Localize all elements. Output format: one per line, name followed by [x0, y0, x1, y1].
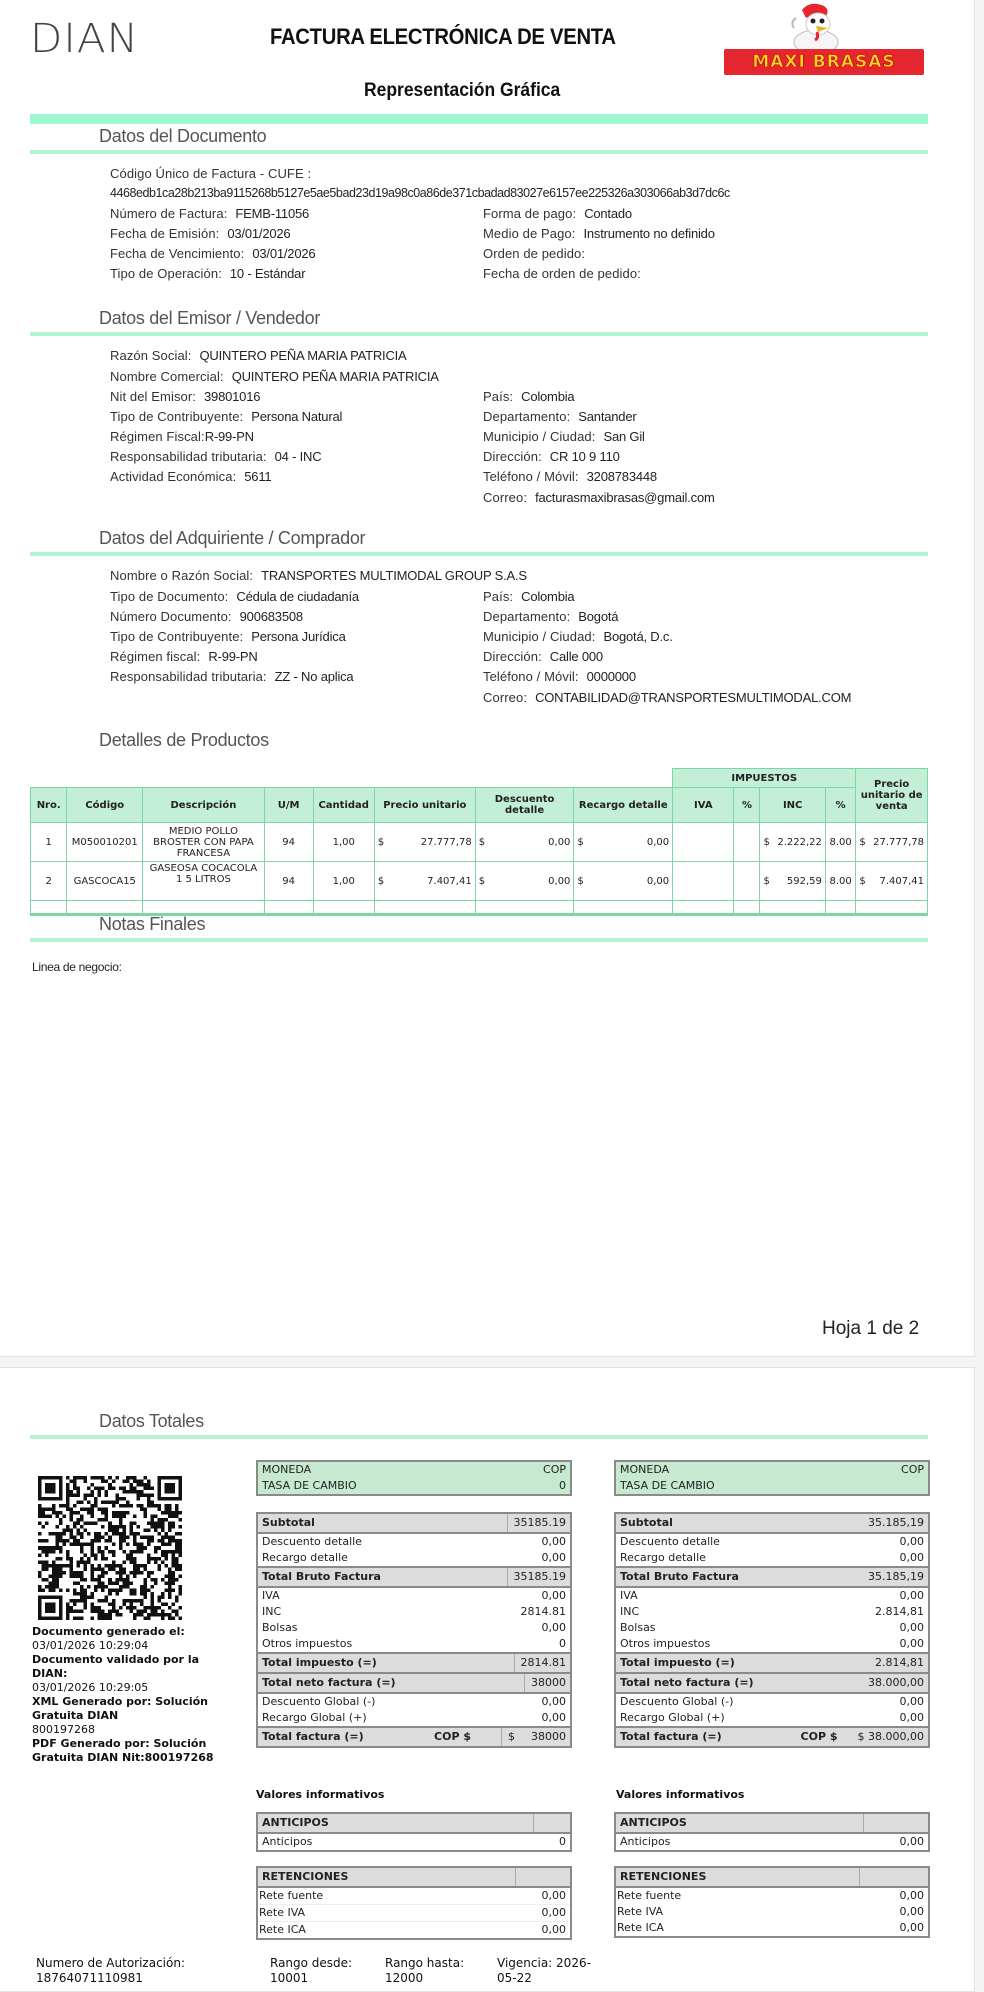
cufe-label-text: Código Único de Factura - CUFE :	[110, 166, 312, 181]
field-municipio: Municipio / Ciudad: San Gil	[483, 429, 645, 444]
retenciones-left: RETENCIONES Rete fuente 0,00 Rete IVA 0,00 Rete ICA 0,00	[256, 1866, 572, 1940]
totals-box: Subtotal 35185.19 Descuento detalle 0,00 Recargo detalle 0,00 Total Bruto Factura 35185.19 IVA 0,00 INC 2814.81 Bolsas 0,00 Otros impuestos 0 Total impuesto (=) 2814.81 Total neto factura (=) 38000 Descuento Global (-) 0,00 Recargo Global (+) 0,00 Total factura (=) COP $ $ 38000	[256, 1512, 572, 1748]
field-nit-emisor: Nit del Emisor: 39801016	[110, 389, 261, 404]
section-productos	[30, 728, 928, 754]
field-correo: Correo: facturasmaxibrasas@gmail.com	[483, 490, 715, 505]
col-codigo: Código	[67, 788, 143, 823]
field-fecha-emision: Fecha de Emisión: 03/01/2026	[110, 226, 291, 241]
col-inc-pct: %	[825, 788, 855, 823]
field-nombre-adquiriente: Nombre o Razón Social: TRANSPORTES MULTIMODAL GROUP S.A.S	[110, 568, 527, 583]
field-direccion: Dirección: CR 10 9 110	[483, 449, 620, 464]
field-actividad: Actividad Económica: 5611	[110, 469, 272, 484]
rooster-mascot-icon	[724, 2, 924, 52]
valores-informativos-label: Valores informativos	[256, 1788, 385, 1801]
vigencia: Vigencia: 2026-05-22	[497, 1956, 591, 1985]
field-correo-adq: Correo: CONTABILIDAD@TRANSPORTESMULTIMODAL.COM	[483, 690, 852, 705]
field-fecha-orden-pedido: Fecha de orden de pedido:	[483, 266, 641, 281]
qr-code	[38, 1476, 182, 1620]
col-recargo: Recargo detalle	[574, 788, 673, 823]
col-descripcion: Descripción	[143, 788, 265, 823]
field-telefono: Teléfono / Móvil: 3208783448	[483, 469, 657, 484]
col-cantidad: Cantidad	[313, 788, 374, 823]
col-nro: Nro.	[31, 788, 67, 823]
field-tipo-operacion: Tipo de Operación: 10 - Estándar	[110, 266, 306, 281]
field-departamento: Departamento: Santander	[483, 409, 637, 424]
col-precio-unitario: Precio unitario	[374, 788, 475, 823]
table-row: 2 GASCOCA15 GASEOSA COCACOLA 1 5 LITROS 94 1,00 $ 7.407,41 $ 0,00 $ 0,00 $ 592,59 8.00 $ 7.407,41	[31, 862, 928, 901]
field-numero-documento: Número Documento: 900683508	[110, 609, 303, 624]
col-inc: INC	[760, 788, 825, 823]
section-documento	[30, 124, 928, 154]
maxi-brasas-logo	[724, 2, 924, 76]
currency-box: MONEDA COP TASA DE CAMBIO	[614, 1460, 930, 1496]
totals-box: Subtotal 35.185,19 Descuento detalle 0,00 Recargo detalle 0,00 Total Bruto Factura 35.185,19 IVA 0,00 INC 2.814,81 Bolsas 0,00 Otros impuestos 0,00 Total impuesto (=) 2.814,81 Total neto factura (=) 38.000,00 Descuento Global (-) 0,00 Recargo Global (+) 0,00 Total factura (=) COP $ $ 38.000,00	[614, 1512, 930, 1748]
impuestos-header: IMPUESTOS	[673, 769, 856, 788]
dian-logo: DIAN	[30, 16, 140, 62]
totals-left	[256, 1460, 572, 1748]
field-municipio-adq: Municipio / Ciudad: Bogotá, D.c.	[483, 629, 673, 644]
section-title: Detalles de Productos	[99, 730, 269, 750]
generation-info: Documento generado el: 03/01/2026 10:29:04 Documento validado por la DIAN: 03/01/2026 10:29:05 XML Generado por: Solución Gratuita DIAN 800197268 PDF Generado por: Solución Gratuita DIAN Nit:800197268	[32, 1625, 214, 1764]
cufe-value: 4468edb1ca28b213ba9115268b5127e5ae5bad23d19a98c0a86de371cbadad83027e6157ee225326a303066ab3d7dc6c	[110, 186, 730, 200]
col-iva-pct: %	[734, 788, 760, 823]
section-emisor	[30, 306, 928, 336]
field-medio-pago: Medio de Pago: Instrumento no definido	[483, 226, 715, 241]
field-pais-adq: País: Colombia	[483, 589, 575, 604]
field-razon-social: Razón Social: QUINTERO PEÑA MARIA PATRICIA	[110, 348, 407, 363]
field-fecha-vencimiento: Fecha de Vencimiento: 03/01/2026	[110, 246, 316, 261]
section-title: Datos Totales	[99, 1411, 204, 1431]
field-numero-factura: Número de Factura: FEMB-11056	[110, 206, 310, 221]
field-responsabilidad-adq: Responsabilidad tributaria: ZZ - No aplica	[110, 669, 354, 684]
field-nombre-comercial: Nombre Comercial: QUINTERO PEÑA MARIA PATRICIA	[110, 369, 439, 384]
anticipos-left: ANTICIPOS Anticipos 0	[256, 1812, 572, 1852]
field-pais: País: Colombia	[483, 389, 575, 404]
rango-hasta: Rango hasta: 12000	[385, 1956, 465, 1985]
linea-negocio: Linea de negocio:	[32, 960, 122, 974]
retenciones-right: RETENCIONES Rete fuente 0,00 Rete IVA 0,00 Rete ICA 0,00	[614, 1866, 930, 1938]
section-title: Datos del Adquiriente / Comprador	[99, 528, 366, 548]
section-adquiriente	[30, 526, 928, 556]
table-row: 1 M050010201 MEDIO POLLO BROSTER CON PAPA FRANCESA 94 1,00 $ 27.777,78 $ 0,00 $ 0,00 $ 2.222,22 8.00 $ 27.777,78	[31, 823, 928, 862]
section-notas	[30, 912, 928, 942]
field-departamento-adq: Departamento: Bogotá	[483, 609, 619, 624]
col-precio-venta: Precio unitario de venta	[856, 769, 928, 823]
document-title: FACTURA ELECTRÓNICA DE VENTA	[270, 24, 616, 49]
field-telefono-adq: Teléfono / Móvil: 0000000	[483, 669, 636, 684]
field-regimen-fiscal: Régimen Fiscal:R-99-PN	[110, 429, 254, 444]
currency-box: MONEDA COP TASA DE CAMBIO 0	[256, 1460, 572, 1496]
field-direccion-adq: Dirección: Calle 000	[483, 649, 603, 664]
valores-informativos-label: Valores informativos	[616, 1788, 745, 1801]
section-title: Datos del Emisor / Vendedor	[99, 308, 321, 328]
col-descuento: Descuento detalle	[475, 788, 574, 823]
rango-desde: Rango desde: 10001	[270, 1956, 353, 1985]
field-tipo-contribuyente: Tipo de Contribuyente: Persona Natural	[110, 409, 343, 424]
brand-name: MAXI BRASAS	[752, 52, 896, 72]
section-title: Notas Finales	[99, 914, 206, 934]
field-orden-pedido: Orden de pedido:	[483, 246, 586, 261]
field-forma-pago: Forma de pago: Contado	[483, 206, 632, 221]
section-title: Datos del Documento	[99, 126, 267, 146]
cufe-label	[110, 166, 319, 181]
col-iva: IVA	[673, 788, 734, 823]
totals-right	[614, 1460, 930, 1748]
autorizacion-numero: Numero de Autorización: 18764071110981	[36, 1956, 185, 1985]
section-totales	[30, 1409, 928, 1439]
header-divider	[30, 114, 928, 124]
field-tipo-documento: Tipo de Documento: Cédula de ciudadanía	[110, 589, 359, 604]
field-tipo-contribuyente-adq: Tipo de Contribuyente: Persona Jurídica	[110, 629, 346, 644]
page-number: Hoja 1 de 2	[822, 1318, 920, 1339]
field-responsabilidad: Responsabilidad tributaria: 04 - INC	[110, 449, 322, 464]
field-regimen-adq: Régimen fiscal: R-99-PN	[110, 649, 258, 664]
products-table	[30, 768, 928, 916]
document-subtitle: Representación Gráfica	[364, 80, 561, 101]
anticipos-right: ANTICIPOS Anticipos 0,00	[614, 1812, 930, 1852]
col-um: U/M	[264, 788, 313, 823]
